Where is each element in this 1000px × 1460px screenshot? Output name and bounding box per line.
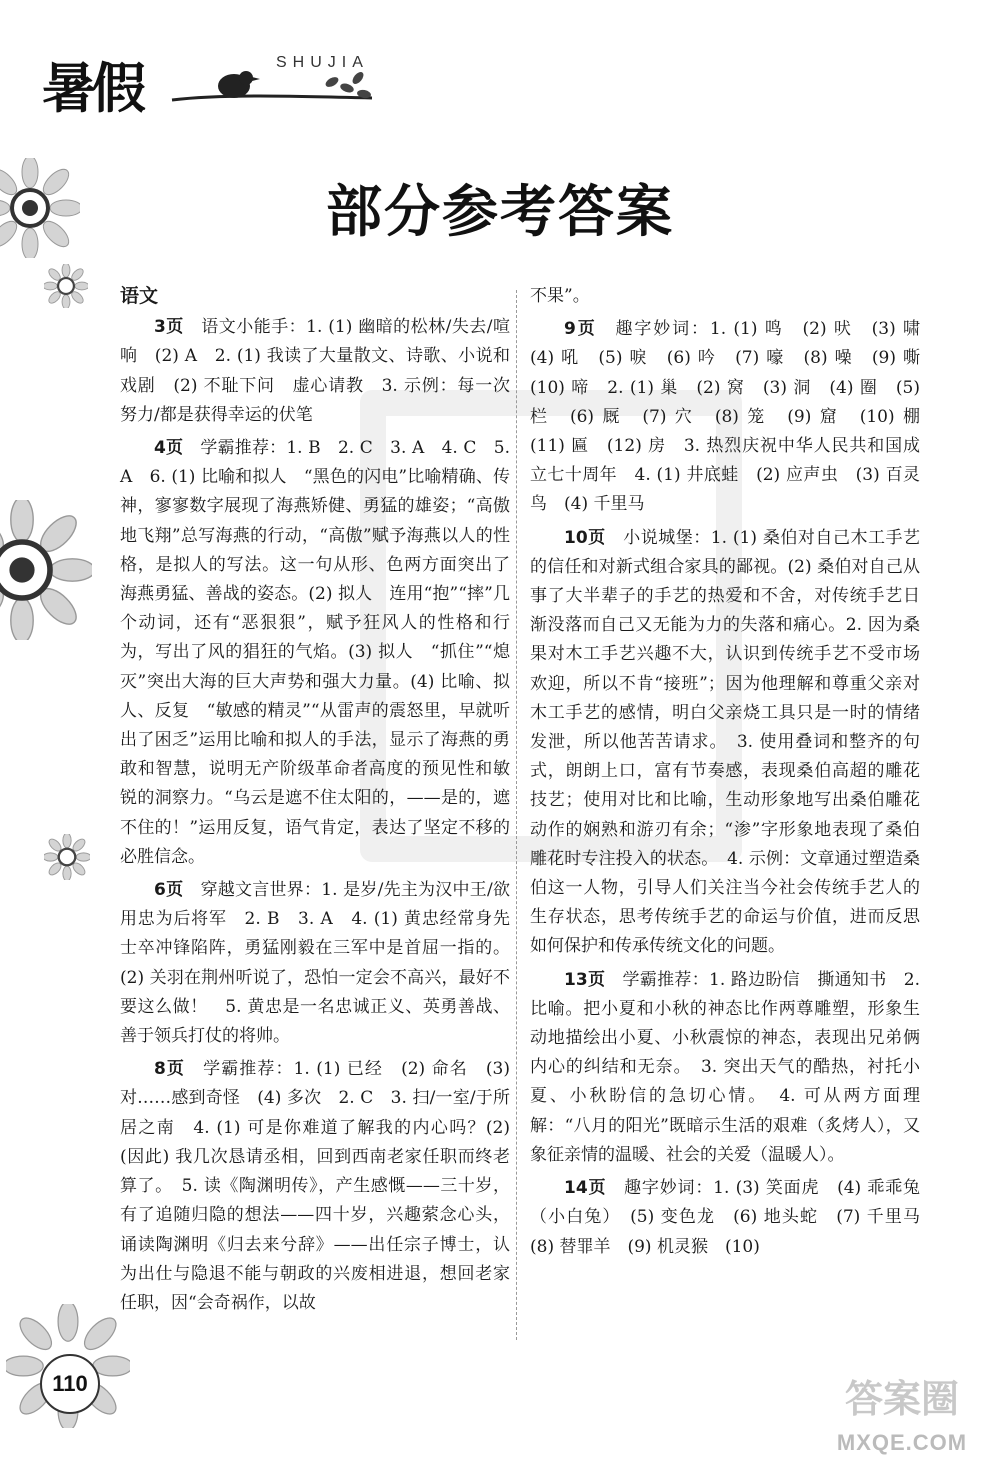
left-column bbox=[120, 282, 510, 1322]
answer-paragraph: 14页 趣字妙词：1. (3) 笑面虎 (4) 乖乖兔（小白兔） (5) 变色龙 (6) 地头蛇 (7) 千里马 (8) 替罪羊 (9) 机灵猴 (10) bbox=[530, 1178, 937, 1257]
answer-paragraph: 3页 语文小能手：1. (1) 幽暗的松林/失去/喧响 (2) A 2. (1) 我读了大量散文、诗歌、小说和戏剧 (2) 不耻下问 虚心请教 3. 示例：每一次努力/都是获得幸运的伏笔 bbox=[120, 317, 510, 425]
header-logo bbox=[42, 38, 382, 118]
site-url: MXQE.COM bbox=[836, 1430, 968, 1455]
subject-heading: 语文 bbox=[120, 285, 159, 307]
flower-icon bbox=[0, 500, 92, 640]
logo-roman: SHUJIA bbox=[276, 54, 369, 71]
answer-paragraph: 10页 小说城堡：1. (1) 桑伯对自己木工手艺的信任和对新式组合家具的鄙视。(2) 桑伯对自己从事了大半辈子的手艺的热爱和不舍，对传统手艺日渐没落而自己又无能为力的失落和痛心。2. 因为桑果对木工手艺兴趣不大，认识到传统手艺不受市场欢迎，所以不肯“接班”；因为他理解和尊重父亲对木工手艺的感情，明白父亲烧工具只是一时的情绪发泄，所以他苦苦请求。 3. 使用叠词和整齐的句式，朗朗上口，富有节奏感，表现桑伯高超的雕花技艺；使用对比和比喻，生动形象地写出桑伯雕花动作的娴熟和游刃有余；“渗”字形象地表现了桑伯雕花时专注投入的状态。 4. 示例：文章通过塑造桑伯这一人物，引导人们关注当今社会传统手艺人的生存状态，思考传统手艺的命运与价值，进而反思如何保护和传承传统文化的问题。 bbox=[530, 527, 920, 957]
answer-paragraph: 13页 学霸推荐：1. 路边盼信 撕通知书 2. 比喻。把小夏和小秋的神态比作两尊雕塑，形象生动地描绘出小夏、小秋震惊的神态，表现出兄弟俩内心的纠结和无奈。 3. 突出天气的酷热，衬托小夏、小秋盼信的急切心情。 4. 可从两方面理解：“八月的阳光”既暗示生活的艰难（炙烤人），又象征亲情的温暖、社会的关爱（温暖人）。 bbox=[530, 969, 921, 1165]
answer-paragraph: 4页 学霸推荐：1. B 2. C 3. A 4. C 5. A 6. (1) 比喻和拟人 “黑色的闪电”比喻精确、传神，寥寥数字展现了海燕矫健、勇猛的雄姿；“高傲地飞翔”总写海燕的行动，“高傲”赋予海燕以人的性格，是拟人的写法。这一句从形、色两方面突出了海燕勇猛、善战的姿态。(2) 拟人 连用“抱”“摔”几个动词，还有“恶狠狠”，赋予狂风人的性格和行为，写出了风的猖狂的气焰。(3) 拟人 “抓住”“熄灭”突出大海的巨大声势和强大力量。(4) 比喻、拟人、反复 “敏感的精灵”“从雷声的震怒里，早就听出了困乏”运用比喻和拟人的手法，显示了海燕的勇敢和智慧，说明无产阶级革命者高度的预见性和敏锐的洞察力。“乌云是遮不住太阳的，——是的，遮不住的！”运用反复，语气肯定，表达了坚定不移的必胜信念。 bbox=[120, 438, 511, 867]
flower-icon bbox=[44, 834, 90, 880]
flower-icon bbox=[44, 264, 88, 308]
answer-paragraph: 6页 穿越文言世界：1. 是岁/先主为汉中王/欲用忠为后将军 2. B 3. A 4. (1) 黄忠经常身先士卒冲锋陷阵，勇猛刚毅在三军中是首屈一指的。(2) 关羽在荆州听说了，恐怕一定会不高兴，最好不要这么做！ 5. 黄忠是一名忠诚正义、英勇善战、善于领兵打仗的将帅。 bbox=[120, 880, 510, 1047]
right-column bbox=[530, 282, 938, 1266]
site-watermark bbox=[812, 1368, 992, 1456]
column-divider bbox=[516, 290, 517, 1340]
answer-paragraph: 8页 学霸推荐：1. (1) 已经 (2) 命名 (3) 对……感到奇怪 (4) 多次 2. C 3. 扫/一室/于所居之南 4. (1) 可是你难道了解我的内心吗？(2) (因此) 我几次恳请丞相，回到西南老家任职而终老算了。 5. 读《陶渊明传》，产生感慨——三十岁，有了追随归隐的想法——四十岁，兴趣萦念心头，诵读陶渊明《归去来兮辞》——出任宗子博士，认为出仕与隐退不能与朝政的兴废相进退，想回老家任职，因“会奇祸作，以故 bbox=[120, 1059, 510, 1313]
answer-paragraph: 9页 趣字妙词：1. (1) 鸣 (2) 吠 (3) 啸 (4) 吼 (5) 唳 (6) 吟 (7) 嚎 (8) 噪 (9) 嘶 (10) 啼 2. (1) 巢 (2) 窝 (3) 洞 (4) 圈 (5) 栏 (6) 厩 (7) 穴 (8) 笼 (9) 窟 (10) 棚 (11) 匾 (12) 房 3. 热烈庆祝中华人民共和国成立七十周年 4. (1) 井底蛙 (2) 应声虫 (3) 百灵鸟 (4) 千里马 bbox=[530, 319, 938, 515]
answer-paragraph: 不果”。 bbox=[530, 286, 590, 306]
page-title: 部分参考答案 bbox=[326, 180, 674, 245]
site-logo: 答案圈 bbox=[844, 1377, 959, 1421]
page-number: 110 bbox=[40, 1354, 100, 1414]
logo-text: 暑假 bbox=[42, 56, 142, 120]
